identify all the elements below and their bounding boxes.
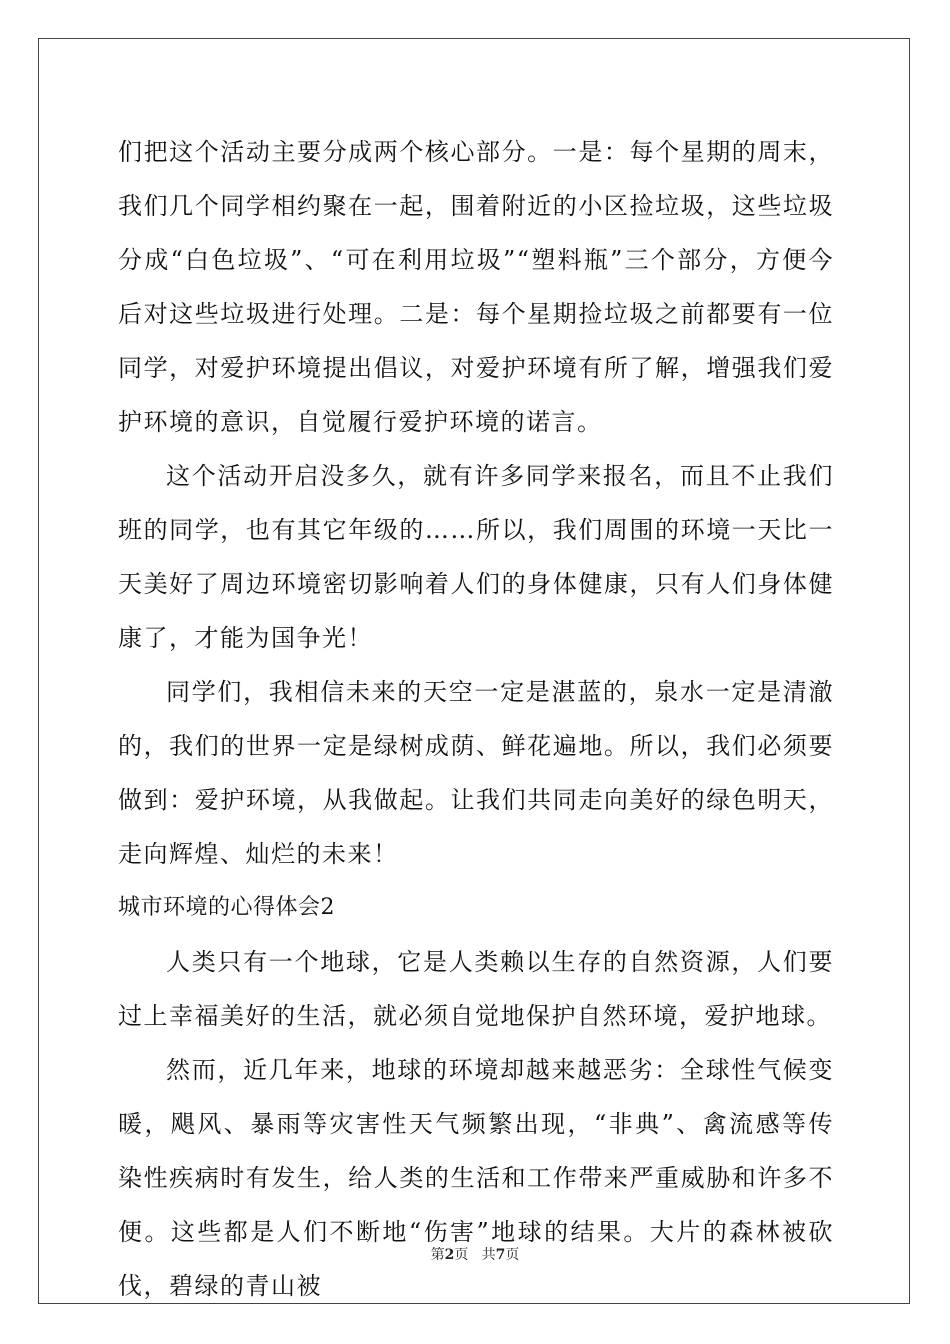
paragraph-1: 们把这个活动主要分成两个核心部分。一是：每个星期的周末，我们几个同学相约聚在一起，围着附近的小区捡垃圾，这些垃圾分成“白色垃圾”、“可在利用垃圾”“塑料瓶”三个部分，方便今后对这些垃圾进行处理。二是：每个星期捡垃圾之前都要有一位同学，对爱护环境提出倡议，对爱护环境有所了解，增强我们爱护环境的意识，自觉履行爱护环境的诺言。: [118, 138, 834, 436]
paragraph-5: 然而，近几年来，地球的环境却越来越恶劣：全球性气候变暖，飓风、暴雨等灾害性天气频繁出现，“非典”、禽流感等传染性疾病时有发生，给人类的生活和工作带来严重威胁和许多不便。这些都是人们不断地“伤害”地球的结果。大片的森林被砍伐，碧绿的青山被: [118, 1056, 834, 1300]
paragraph-3: 同学们，我相信未来的天空一定是湛蓝的，泉水一定是清澈的，我们的世界一定是绿树成荫、鲜花遍地。所以，我们必须要做到：爱护环境，从我做起。让我们共同走向美好的绿色明天，走向辉煌、灿烂的未来！: [118, 678, 834, 868]
paragraph-4: 人类只有一个地球，它是人类赖以生存的自然资源，人们要过上幸福美好的生活，就必须自觉地保护自然环境，爱护地球。: [118, 948, 834, 1030]
section-heading: 城市环境的心得体会2: [118, 895, 335, 920]
document-body: [118, 125, 834, 1313]
footer-page-suffix: 页: [454, 1247, 469, 1263]
footer-total-prefix: 共: [481, 1247, 496, 1263]
page-number: 2: [444, 1247, 455, 1263]
total-pages: 7: [495, 1247, 506, 1263]
footer-prefix: 第: [430, 1247, 445, 1263]
paragraph-2: 这个活动开启没多久，就有许多同学来报名，而且不止我们班的同学，也有其它年级的……所以，我们周围的环境一天比一天美好了周边环境密切影响着人们的身体健康，只有人们身体健康了，才能为国争光！: [118, 462, 834, 652]
page-footer: [0, 1244, 950, 1264]
footer-total-suffix: 页: [505, 1247, 520, 1263]
